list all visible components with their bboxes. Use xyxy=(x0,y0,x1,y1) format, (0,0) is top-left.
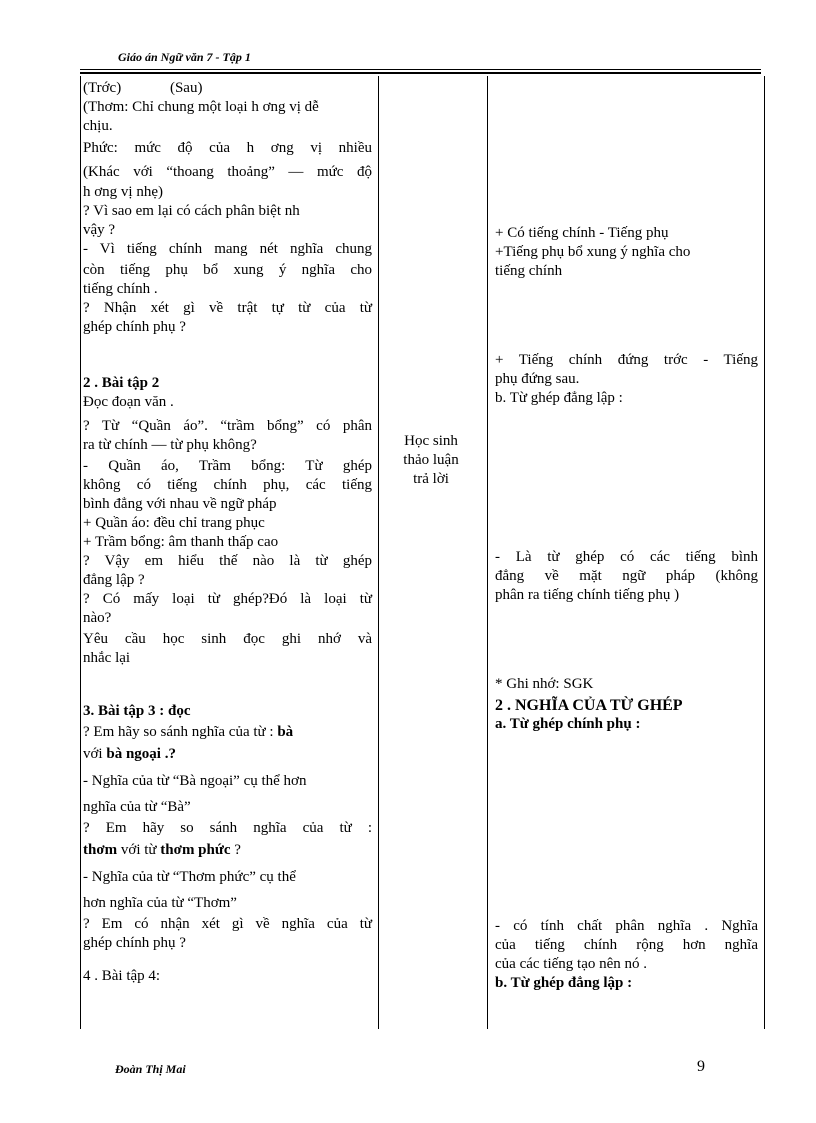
text-line: ? Vậy em hiểu thế nào là từ ghép xyxy=(83,553,372,569)
section-heading-2: 2 . Bài tập 2 xyxy=(83,375,160,391)
header-rule xyxy=(80,69,761,70)
bold-term: thơm xyxy=(83,842,118,858)
text-line: + Quần áo: đều chỉ trang phục xyxy=(83,515,265,531)
table-border-right xyxy=(764,76,765,1029)
text-line: hơn nghĩa của từ “Thơm” xyxy=(83,895,237,911)
text-line: bình đẳng với nhau về ngữ pháp xyxy=(83,496,277,512)
text-line: - có tính chất phân nghĩa . Nghĩa xyxy=(495,918,758,934)
text-line: - Vì tiếng chính mang nét nghĩa chung xyxy=(83,241,372,257)
text-line: (Thơm: Chỉ chung một loại h ơng vị dễ xyxy=(83,99,319,115)
text-line: chịu. xyxy=(83,118,113,134)
text-line: phân ra tiếng chính tiếng phụ ) xyxy=(495,587,680,603)
bold-term: bà xyxy=(277,724,294,740)
text-line xyxy=(83,723,372,742)
text-line: ? Từ “Quần áo”. “trầm bổng” có phân xyxy=(83,418,372,434)
header-title: Giáo án Ngữ văn 7 - Tập 1 xyxy=(118,50,251,64)
text-line: - Là từ ghép có các tiếng bình xyxy=(495,549,758,565)
text-line: + Trầm bổng: âm thanh thấp cao xyxy=(83,534,279,550)
text-line: + Tiếng chính đứng trớc - Tiếng xyxy=(495,352,758,368)
text-fragment: ? xyxy=(230,842,241,858)
section-heading-meaning: 2 . NGHĨA CỦA TỪ GHÉP xyxy=(495,697,683,714)
text-line: + Có tiếng chính - Tiếng phụ xyxy=(495,225,669,241)
text-fragment: với từ xyxy=(117,842,161,858)
text-line: h ơng vị nhẹ) xyxy=(83,184,164,200)
text-line: - Nghĩa của từ “Bà ngoại” cụ thể hơn xyxy=(83,773,307,789)
text-fragment: ? Em hãy so sánh nghĩa của từ : xyxy=(83,724,278,740)
page-number: 9 xyxy=(697,1058,705,1075)
text-line: - Quần áo, Trầm bổng: Từ ghép xyxy=(83,458,372,474)
footer-author: Đoàn Thị Mai xyxy=(115,1062,186,1076)
text-line: còn tiếng phụ bổ xung ý nghĩa cho xyxy=(83,262,372,278)
text-line: Phức: mức độ của h ơng vị nhiều xyxy=(83,140,372,156)
text-line: nào? xyxy=(83,610,112,626)
text-line: ? Em hãy so sánh nghĩa của từ : xyxy=(83,820,372,836)
text-line: tiếng chính xyxy=(495,263,563,279)
text-line: của tiếng chính rộng hơn nghĩa xyxy=(495,937,758,953)
text-line: (Khác với “thoang thoảng” — mức độ xyxy=(83,164,372,180)
text-line: thảo luận xyxy=(403,452,459,468)
text-line: ? Có mấy loại từ ghép?Đó là loại từ xyxy=(83,591,372,607)
text-line: không có tiếng chính phụ, các tiếng xyxy=(83,477,372,493)
text-line: nghĩa của từ “Bà” xyxy=(83,799,191,815)
text-line: +Tiếng phụ bổ xung ý nghĩa cho xyxy=(495,244,691,260)
text-line: * Ghi nhớ: SGK xyxy=(495,676,594,692)
text-line xyxy=(83,841,372,860)
text-fragment: với xyxy=(83,746,107,762)
text-line: b. Từ ghép đẳng lập : xyxy=(495,390,623,406)
right-column xyxy=(495,224,758,993)
table-border-left xyxy=(80,76,81,1029)
text-line: (Trớc) (Sau) xyxy=(83,80,203,96)
text-line: ra từ chính — từ phụ không? xyxy=(83,437,257,453)
bold-term: thơm phức xyxy=(160,842,231,858)
subheading-chinh-phu: a. Từ ghép chính phụ : xyxy=(495,716,641,732)
text-line: Yêu cầu học sinh đọc ghi nhớ và xyxy=(83,631,372,647)
text-line: - Nghĩa của từ “Thơm phức” cụ thể xyxy=(83,869,296,885)
text-line: ? Nhận xét gì về trật tự từ của từ xyxy=(83,300,372,316)
text-line: ? Vì sao em lại có cách phân biệt nh xyxy=(83,203,300,219)
text-line: Học sinh xyxy=(404,433,458,449)
text-line: phụ đứng sau. xyxy=(495,371,580,387)
text-line: nhắc lại xyxy=(83,650,131,666)
section-heading-3: 3. Bài tập 3 : đọc xyxy=(83,703,191,719)
text-line: của các tiếng tạo nên nó . xyxy=(495,956,648,972)
text-line: đẳng lập ? xyxy=(83,572,145,588)
text-line: vậy ? xyxy=(83,222,116,238)
table-divider-2 xyxy=(487,76,488,1029)
text-line: ? Em có nhận xét gì về nghĩa của từ xyxy=(83,916,372,932)
text-line: ghép chính phụ ? xyxy=(83,935,186,951)
table-divider-1 xyxy=(378,76,379,1029)
text-line xyxy=(83,745,372,764)
header-rule-thick xyxy=(80,72,761,74)
text-line: 4 . Bài tập 4: xyxy=(83,968,161,984)
middle-column xyxy=(384,432,478,489)
bold-term: bà ngoại .? xyxy=(106,746,176,762)
text-line: ghép chính phụ ? xyxy=(83,319,186,335)
subheading-dang-lap: b. Từ ghép đẳng lập : xyxy=(495,975,633,991)
text-line: trả lời xyxy=(413,471,449,487)
text-line: Đọc đoạn văn . xyxy=(83,394,174,410)
text-line: tiếng chính . xyxy=(83,281,158,297)
left-column xyxy=(83,79,372,986)
text-line: đẳng về mặt ngữ pháp (không xyxy=(495,568,758,584)
